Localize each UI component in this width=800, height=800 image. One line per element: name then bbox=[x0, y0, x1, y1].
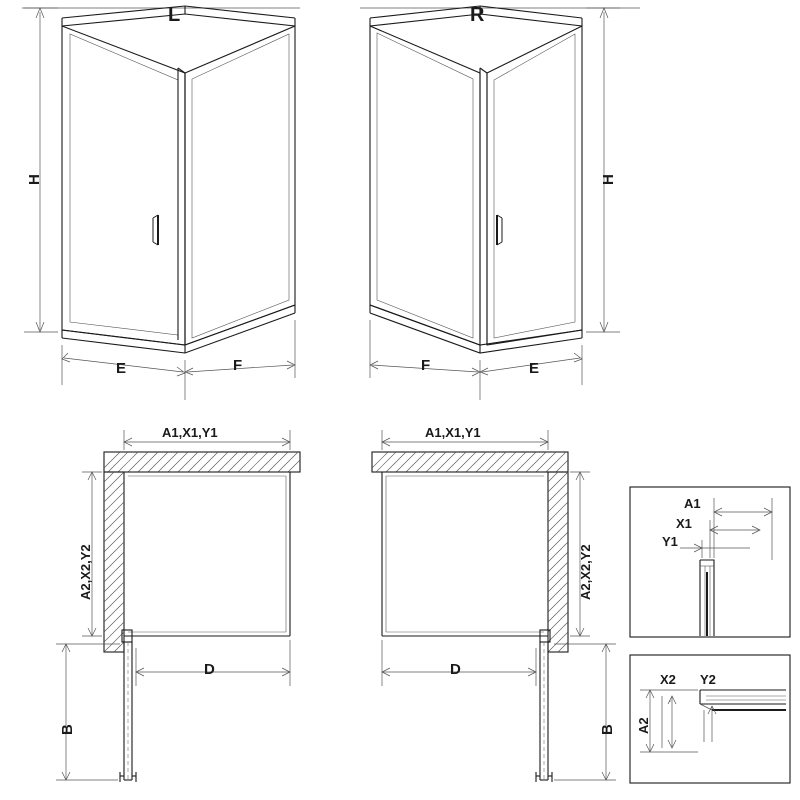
dim-label-A2X2Y2-left: A2,X2,Y2 bbox=[78, 544, 93, 600]
dim-label-A1X1Y1-left: A1,X1,Y1 bbox=[162, 425, 218, 440]
dim-label-A1X1Y1-right: A1,X1,Y1 bbox=[425, 425, 481, 440]
detail-label-A2: A2 bbox=[636, 717, 651, 734]
dim-label-F-right: F bbox=[421, 357, 431, 374]
dim-label-H-right: H bbox=[600, 174, 617, 185]
plan-view-left bbox=[56, 430, 300, 782]
dim-label-B-right: B bbox=[599, 724, 616, 735]
detail-label-Y2: Y2 bbox=[700, 672, 716, 687]
view-label-R: R bbox=[470, 4, 485, 26]
dim-label-B-left: B bbox=[59, 724, 76, 735]
iso-view-right bbox=[360, 6, 640, 400]
dim-label-H-left: H bbox=[26, 174, 43, 185]
dim-label-D-left: D bbox=[204, 661, 215, 678]
iso-view-left bbox=[22, 6, 300, 400]
dim-label-E-right: E bbox=[529, 360, 540, 377]
dim-label-F-left: F bbox=[233, 357, 243, 374]
detail-view-top bbox=[630, 487, 790, 637]
dim-label-E-left: E bbox=[116, 360, 127, 377]
dim-label-A2X2Y2-right: A2,X2,Y2 bbox=[578, 544, 593, 600]
detail-label-X1: X1 bbox=[676, 516, 692, 531]
plan-view-right bbox=[372, 430, 616, 782]
detail-label-A1: A1 bbox=[684, 496, 701, 511]
detail-label-Y1: Y1 bbox=[662, 534, 678, 549]
view-label-L: L bbox=[168, 4, 181, 26]
detail-label-X2: X2 bbox=[660, 672, 676, 687]
dim-label-D-right: D bbox=[450, 661, 461, 678]
